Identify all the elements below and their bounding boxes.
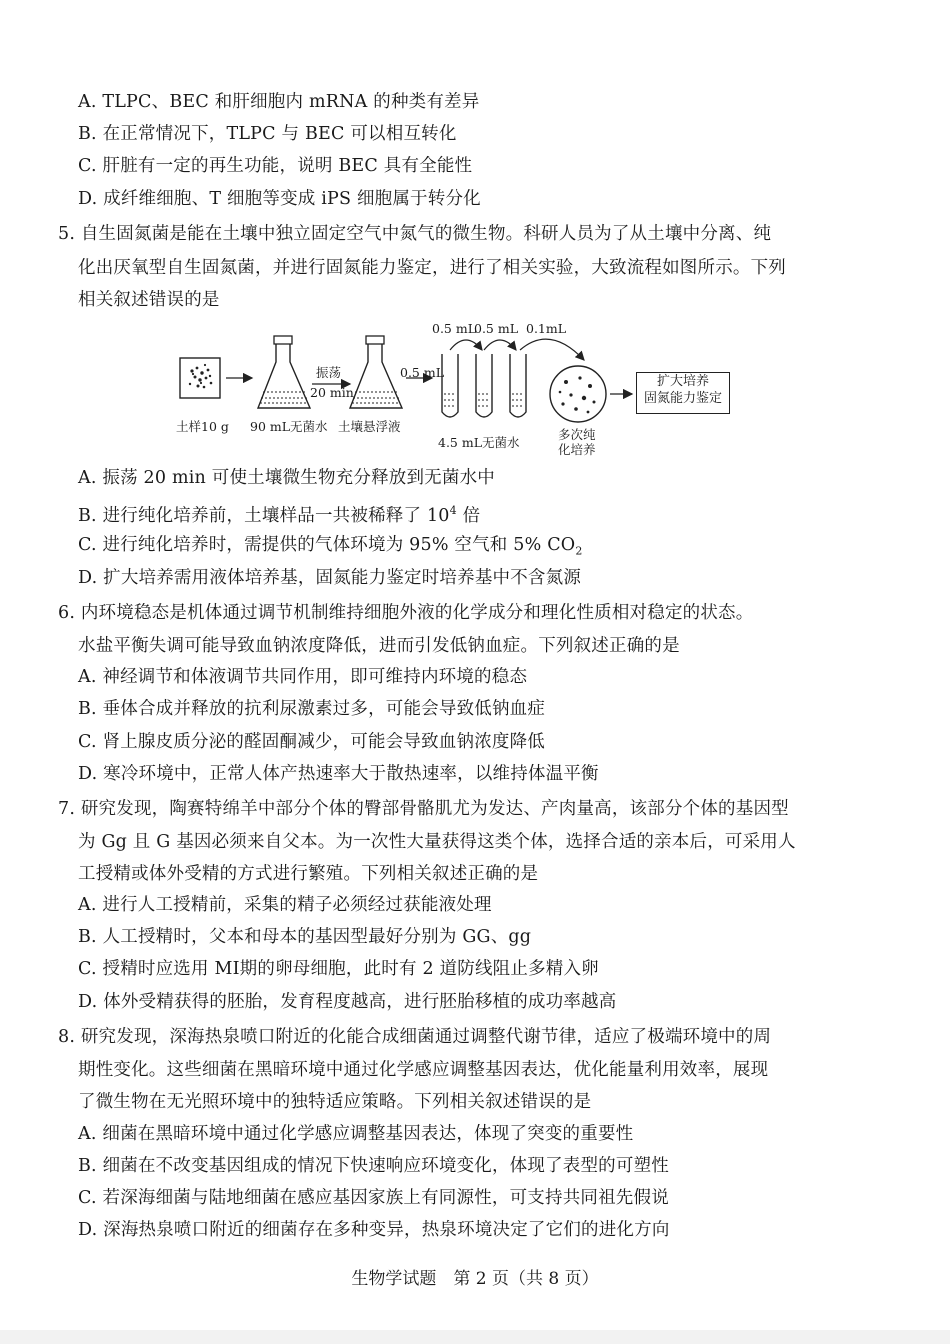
bottom-band bbox=[0, 1330, 950, 1344]
q4-option-b: B. 在正常情况下，TLPC 与 BEC 可以相互转化 bbox=[78, 124, 457, 144]
q4-option-c: C. 肝脏有一定的再生功能，说明 BEC 具有全能性 bbox=[78, 156, 473, 176]
flask-2-icon bbox=[350, 336, 402, 408]
q6-option-a: A. 神经调节和体液调节共同作用，即可维持内环境的稳态 bbox=[78, 667, 528, 687]
volume-label-1: 0.5 mL bbox=[432, 321, 477, 336]
q5-stem-line2: 化出厌氧型自生固氮菌，并进行固氮能力鉴定，进行了相关实验，大致流程如图所示。下列 bbox=[78, 258, 786, 278]
page-footer: 生物学试题 第 2 页（共 8 页） bbox=[351, 1269, 599, 1289]
soil-sample-label: 土样10 g bbox=[176, 419, 229, 434]
q6-option-c: C. 肾上腺皮质分泌的醛固酮减少，可能会导致血钠浓度降低 bbox=[78, 732, 545, 752]
q5-option-d: D. 扩大培养需用液体培养基，固氮能力鉴定时培养基中不含氮源 bbox=[78, 568, 582, 588]
q7-stem-line3: 工授精或体外受精的方式进行繁殖。下列相关叙述正确的是 bbox=[78, 864, 539, 884]
experiment-flow-diagram bbox=[170, 316, 770, 462]
box-line-1: 扩大培养 bbox=[656, 374, 709, 389]
q6-option-d: D. 寒冷环境中，正常人体产热速率大于散热速率，以维持体温平衡 bbox=[78, 764, 599, 784]
q5-stem-line3: 相关叙述错误的是 bbox=[78, 290, 220, 310]
q7-option-a: A. 进行人工授精前，采集的精子必须经过获能液处理 bbox=[78, 895, 492, 915]
q7-option-b: B. 人工授精时，父本和母本的基因型最好分别为 GG、gg bbox=[78, 927, 532, 947]
q6-stem-line2: 水盐平衡失调可能导致血钠浓度降低，进而引发低钠血症。下列叙述正确的是 bbox=[78, 636, 680, 656]
q5-option-c bbox=[78, 533, 583, 564]
soil-sample-icon bbox=[180, 358, 220, 398]
volume-label-3: 0.1mL bbox=[526, 321, 567, 336]
q5-option-b-suffix: 倍 bbox=[456, 505, 481, 526]
q5-option-a: A. 振荡 20 min 可使土壤微生物充分释放到无菌水中 bbox=[78, 468, 495, 488]
flask-1-icon bbox=[258, 336, 310, 408]
shake-time-label: 20 min bbox=[310, 385, 354, 400]
q8-option-a: A. 细菌在黑暗环境中通过化学感应调整基因表达，体现了突变的重要性 bbox=[78, 1124, 634, 1144]
q5-option-c-text: C. 进行纯化培养时，需提供的气体环境为 95% 空气和 5% CO bbox=[78, 535, 576, 555]
expand-culture-box bbox=[636, 372, 730, 414]
q7-option-d: D. 体外受精获得的胚胎，发育程度越高，进行胚胎移植的成功率越高 bbox=[78, 992, 617, 1012]
q6-option-b: B. 垂体合成并释放的抗利尿激素过多，可能会导致低钠血症 bbox=[78, 699, 546, 719]
shake-label: 振荡 bbox=[316, 365, 342, 380]
box-line-2: 固氮能力鉴定 bbox=[643, 391, 722, 406]
q7-stem-line2: 为 Gg 且 G 基因必须来自父本。为一次性大量获得这类个体，选择合适的亲本后，可采用人 bbox=[78, 832, 796, 852]
soil-suspension-label: 土壤悬浮液 bbox=[338, 419, 401, 434]
q4-option-a: A. TLPC、BEC 和肝细胞内 mRNA 的种类有差异 bbox=[78, 92, 480, 112]
q7-option-c: C. 授精时应选用 MⅠ期的卵母细胞，此时有 2 道防线阻止多精入卵 bbox=[78, 959, 599, 979]
q7-stem-line1: 7. 研究发现，陶赛特绵羊中部分个体的臀部骨骼肌尤为发达、产肉量高，该部分个体的基因型 bbox=[58, 799, 789, 819]
q5-option-b-text: B. 进行纯化培养前，土壤样品一共被稀释了 10 bbox=[78, 505, 450, 526]
q5-option-b-exponent: 4 bbox=[449, 504, 457, 517]
q5-stem-line1: 5. 自生固氮菌是能在土壤中独立固定空气中氮气的微生物。科研人员为了从土壤中分离、纯 bbox=[58, 224, 772, 244]
q6-stem-line1: 6. 内环境稳态是机体通过调节机制维持细胞外液的化学成分和理化性质相对稳定的状态。 bbox=[58, 603, 754, 623]
q5-option-b bbox=[78, 499, 480, 528]
transfer-volume-label: 0.5 mL bbox=[400, 365, 445, 380]
purify-culture-label-2: 化培养 bbox=[558, 442, 596, 457]
q8-stem-line1: 8. 研究发现，深海热泉喷口附近的化能合成细菌通过调整代谢节律，适应了极端环境中的周 bbox=[58, 1027, 772, 1047]
q8-option-b: B. 细菌在不改变基因组成的情况下快速响应环境变化，体现了表型的可塑性 bbox=[78, 1156, 669, 1176]
petri-dish-icon bbox=[550, 366, 606, 422]
q8-option-c: C. 若深海细菌与陆地细菌在感应基因家族上有同源性，可支持共同祖先假说 bbox=[78, 1188, 669, 1208]
q4-option-d: D. 成纤维细胞、T 细胞等变成 iPS 细胞属于转分化 bbox=[78, 189, 481, 209]
volume-label-2: 0.5 mL bbox=[474, 321, 519, 336]
q8-stem-line3: 了微生物在无光照环境中的独特适应策略。下列相关叙述错误的是 bbox=[78, 1092, 592, 1112]
purify-culture-label-1: 多次纯 bbox=[558, 427, 596, 442]
sterile-water-label: 90 mL无菌水 bbox=[250, 419, 328, 434]
q8-option-d: D. 深海热泉喷口附近的细菌存在多种变异，热泉环境决定了它们的进化方向 bbox=[78, 1220, 670, 1240]
q5-option-c-subscript: 2 bbox=[575, 544, 583, 558]
q8-stem-line2: 期性变化。这些细菌在黑暗环境中通过化学感应调整基因表达，优化能量利用效率，展现 bbox=[78, 1060, 769, 1080]
tube-water-label: 4.5 mL无菌水 bbox=[438, 435, 520, 450]
